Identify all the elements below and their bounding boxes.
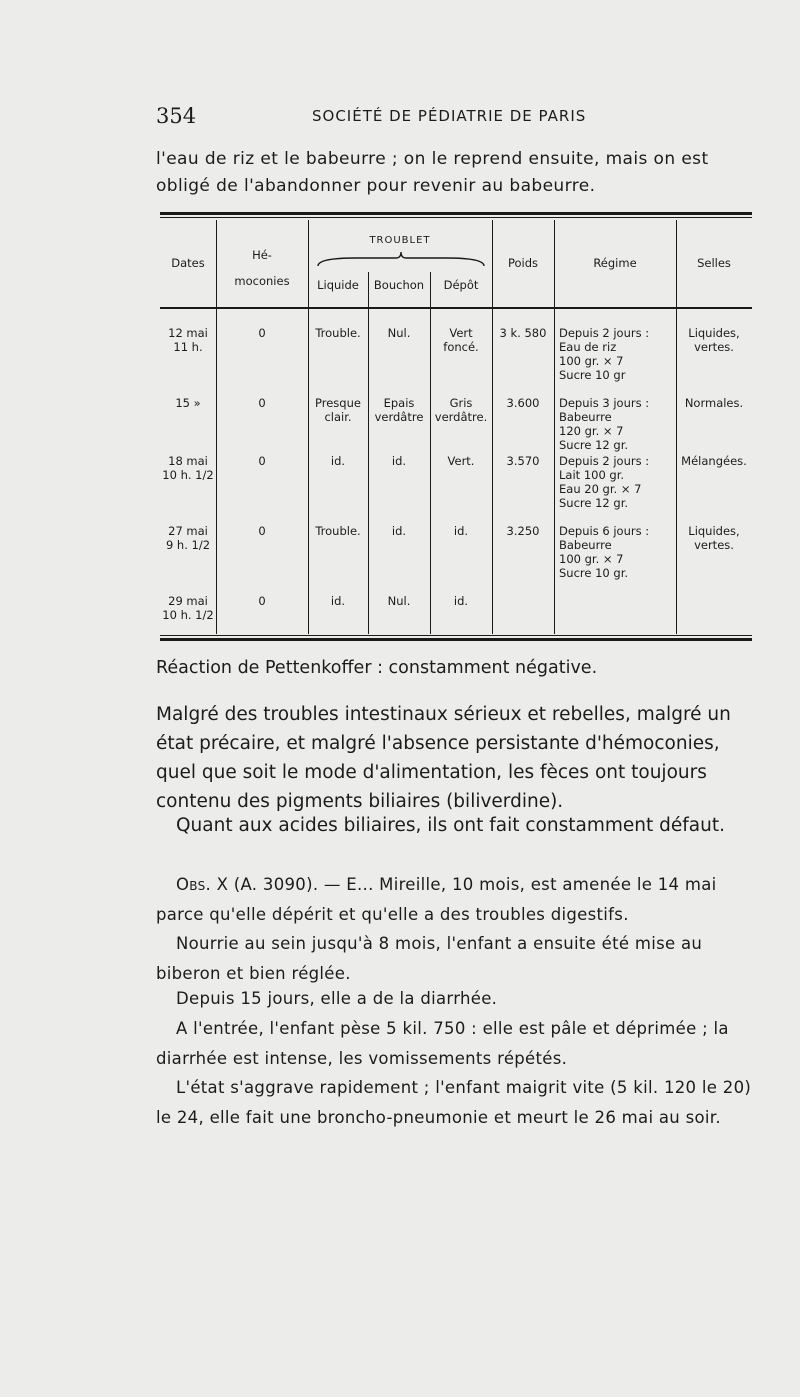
cell-bouchon: id. bbox=[391, 524, 407, 538]
cell-bouchon: Nul. bbox=[387, 594, 411, 608]
cell-hemoconies: 0 bbox=[258, 594, 266, 608]
cell-liquide: id. bbox=[330, 594, 346, 608]
cell-selles: Liquides, vertes. bbox=[688, 326, 740, 354]
col-separator bbox=[676, 220, 677, 634]
header-hemoconies: Hé- moconies bbox=[234, 248, 290, 288]
cell-selles: Normales. bbox=[684, 396, 744, 410]
header-bouchon: Bouchon bbox=[373, 278, 425, 292]
cell-date: 18 mai 10 h. 1/2 bbox=[162, 454, 214, 482]
cell-regime: Depuis 3 jours : Babeurre 120 gr. × 7 Sucre 12 gr. bbox=[559, 396, 650, 452]
cell-hemoconies: 0 bbox=[258, 454, 266, 468]
observation-text: X (A. 3090). — E... Mireille, 10 mois, est amenée le 14 mai parce qu'elle dépérit et qu'elle a des troubles digestifs. bbox=[156, 875, 717, 924]
cell-depot: Vert. bbox=[447, 454, 475, 468]
col-separator bbox=[554, 220, 555, 634]
cell-bouchon: Nul. bbox=[387, 326, 411, 340]
header-liquide: Liquide bbox=[317, 278, 359, 292]
cell-regime: Depuis 6 jours : Babeurre 100 gr. × 7 Sucre 10 gr. bbox=[559, 524, 650, 580]
cell-depot: id. bbox=[453, 594, 469, 608]
cell-regime: Depuis 2 jours : Lait 100 gr. Eau 20 gr. × 7 Sucre 12 gr. bbox=[559, 454, 650, 510]
cell-liquide: Trouble. bbox=[315, 326, 361, 340]
header-poids: Poids bbox=[507, 256, 539, 270]
malgre-paragraph: Malgré des troubles intestinaux sérieux et rebelles, malgré un état précaire, et malgré l'absence persistante d'hémoconies, quel que soit le mode d'alimentation, les fèces ont toujours contenu des pigments biliaires (biliverdine). bbox=[156, 704, 731, 812]
cell-poids: 3.250 bbox=[506, 524, 540, 538]
cell-depot: Vert foncé. bbox=[443, 326, 479, 354]
cell-date: 15 » bbox=[175, 396, 201, 410]
cell-date: 12 mai 11 h. bbox=[168, 326, 208, 354]
cell-hemoconies: 0 bbox=[258, 326, 266, 340]
data-table bbox=[160, 212, 752, 652]
cell-selles: Liquides, vertes. bbox=[688, 524, 740, 552]
observation-intro bbox=[156, 870, 756, 930]
observation-label: Obs. bbox=[176, 875, 212, 894]
observation-paragraph: A l'entrée, l'enfant pèse 5 kil. 750 : elle est pâle et déprimée ; la diarrhée est intense, les vomissements répétés. bbox=[156, 1019, 729, 1068]
cell-hemoconies: 0 bbox=[258, 396, 266, 410]
header-depot: Dépôt bbox=[443, 278, 479, 292]
cell-date: 27 mai 9 h. 1/2 bbox=[165, 524, 211, 552]
table-bottom-rule bbox=[160, 638, 752, 641]
cell-hemoconies: 0 bbox=[258, 524, 266, 538]
running-head: SOCIÉTÉ DE PÉDIATRIE DE PARIS bbox=[312, 107, 587, 125]
reaction-line: Réaction de Pettenkoffer : constamment négative. bbox=[156, 658, 598, 678]
table-top-rule-thin bbox=[160, 217, 752, 218]
cell-depot: Gris verdâtre. bbox=[434, 396, 488, 424]
cell-poids: 3 k. 580 bbox=[499, 326, 547, 340]
cell-bouchon: Epais verdâtre bbox=[374, 396, 424, 424]
cell-bouchon: id. bbox=[391, 454, 407, 468]
table-top-rule bbox=[160, 212, 752, 215]
page-number: 354 bbox=[156, 104, 197, 128]
header-dates: Dates bbox=[171, 256, 205, 270]
cell-selles: Mélangées. bbox=[681, 454, 747, 468]
observation-paragraph: Nourrie au sein jusqu'à 8 mois, l'enfant a ensuite été mise au biberon et bien réglée. bbox=[156, 934, 703, 983]
page-header bbox=[156, 104, 756, 132]
header-selles: Selles bbox=[697, 256, 731, 270]
cell-depot: id. bbox=[453, 524, 469, 538]
header-brace bbox=[316, 250, 486, 268]
cell-poids: 3.600 bbox=[506, 396, 540, 410]
observation-paragraph: Depuis 15 jours, elle a de la diarrhée. bbox=[176, 989, 498, 1008]
header-regime: Régime bbox=[593, 256, 637, 270]
header-trouble-group: TROUBLET bbox=[369, 235, 431, 246]
cell-liquide: Presque clair. bbox=[315, 396, 361, 424]
cell-liquide: Trouble. bbox=[315, 524, 361, 538]
intro-paragraph: l'eau de riz et le babeurre ; on le reprend ensuite, mais on est obligé de l'abandonner pour revenir au babeurre. bbox=[156, 149, 709, 196]
table-bottom-rule-thin bbox=[160, 635, 752, 636]
header-bottom-rule bbox=[160, 307, 752, 309]
cell-date: 29 mai 10 h. 1/2 bbox=[162, 594, 214, 622]
quant-paragraph: Quant aux acides biliaires, ils ont fait constamment défaut. bbox=[176, 815, 725, 836]
col-separator bbox=[492, 220, 493, 634]
cell-regime: Depuis 2 jours : Eau de riz 100 gr. × 7 Sucre 10 gr bbox=[559, 326, 650, 382]
cell-liquide: id. bbox=[330, 454, 346, 468]
cell-poids: 3.570 bbox=[506, 454, 540, 468]
observation-paragraph: L'état s'aggrave rapidement ; l'enfant maigrit vite (5 kil. 120 le 20) le 24, elle fait une broncho-pneumonie et meurt le 26 mai au soir. bbox=[156, 1078, 752, 1127]
